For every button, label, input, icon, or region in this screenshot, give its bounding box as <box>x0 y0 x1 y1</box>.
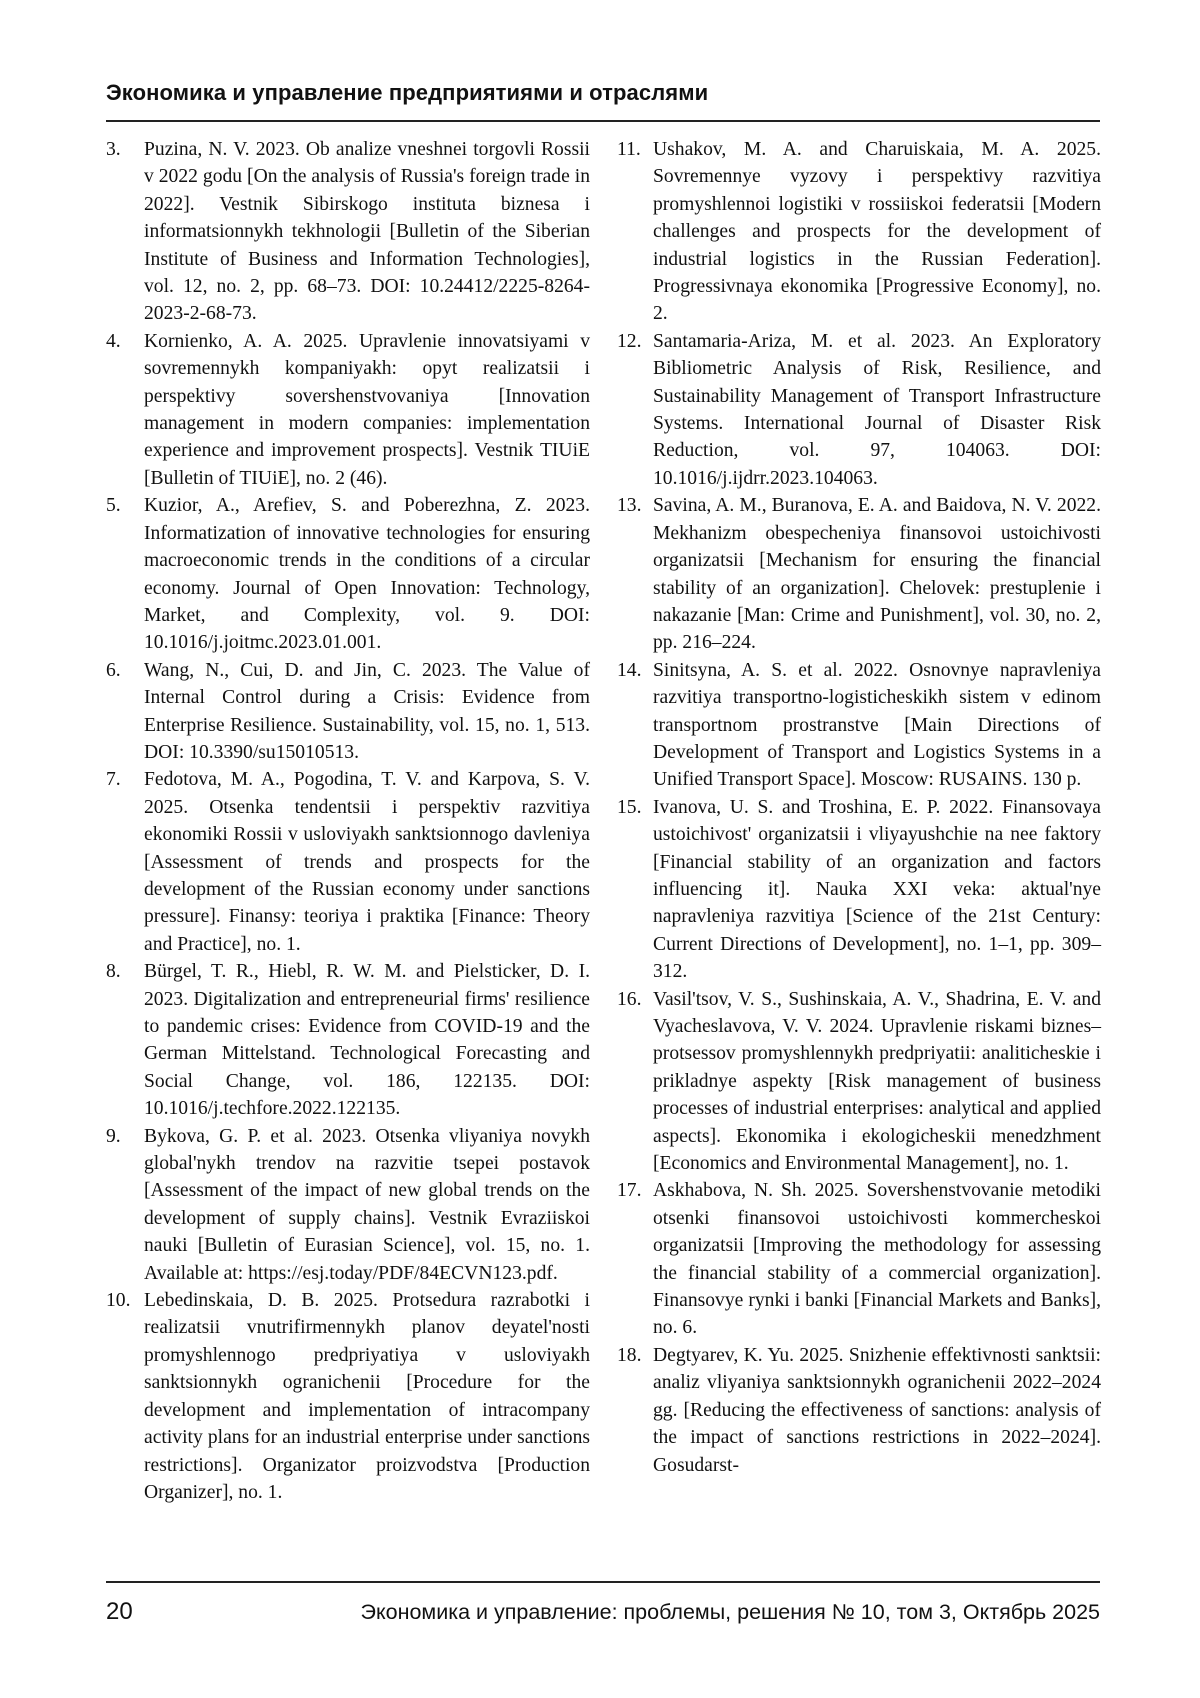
journal-footer: Экономика и управление: проблемы, решения № 10, том 3, Октябрь 2025 <box>360 1600 1100 1624</box>
reference-number: 13. <box>617 495 642 517</box>
running-header-title: Экономика и управление предприятиями и отраслями <box>106 80 709 105</box>
reference-text: Bykova, G. P. et al. 2023. Otsenka vliyaniya novykh global'nykh trendov na razvitie tsepei postavok [Assessment of the impact of new global trends on the development of supply chains]. Vestnik Evraziiskoi nauki [Bulletin of Eurasian Science], vol. 15, no. 1. Available at: https://esj.today/PDF/84ECVN123.pdf. <box>144 1125 590 1284</box>
reference-number: 11. <box>617 139 641 160</box>
reference-item <box>106 492 590 656</box>
reference-text: Ushakov, M. A. and Charuiskaia, M. A. 2025. Sovremennye vyzovy i perspektivy razvitiya promyshlennoi logistiki v rossiiskoi federatsii [Modern challenges and prospects for the development of industrial logistics in the Russian Federation]. Progressivnaya ekonomika [Progressive Economy], no. 2. <box>653 139 1101 325</box>
reference-number: 9. <box>106 1125 121 1147</box>
reference-number: 7. <box>106 769 121 791</box>
reference-item <box>106 1123 590 1287</box>
reference-item <box>106 328 590 492</box>
reference-item <box>617 986 1101 1178</box>
reference-item <box>617 1177 1101 1341</box>
reference-number: 18. <box>617 1344 642 1366</box>
reference-text: Degtyarev, K. Yu. 2025. Snizhenie effektivnosti sanktsii: analiz vliyaniya sanktsionnykh ogranichenii 2022–2024 gg. [Reducing the effectiveness of sanctions: analysis of the impact of sanctions restrictions in 2022–2024]. Gosudarst- <box>653 1344 1101 1476</box>
reference-text: Vasil'tsov, V. S., Sushinskaia, A. V., Shadrina, E. V. and Vyacheslavova, V. V. 2024. Upravlenie riskami biznes–protsessov promyshlennykh predpriyatii: analiticheskie i prikladnye aspekty [Risk management of business processes of industrial enterprises: analytical and applied aspects]. Ekonomika i ekologicheskii menedzhment [Economics and Environmental Management], no. 1. <box>653 988 1101 1175</box>
reference-text: Wang, N., Cui, D. and Jin, C. 2023. The Value of Internal Control during a Crisis: Evidence from Enterprise Resilience. Sustainability, vol. 15, no. 1, 513. DOI: 10.3390/su15010513. <box>144 659 590 763</box>
reference-number: 16. <box>617 988 642 1010</box>
reference-item <box>617 794 1101 986</box>
reference-number: 4. <box>106 330 121 352</box>
reference-text: Bürgel, T. R., Hiebl, R. W. M. and Pielsticker, D. I. 2023. Digitalization and entrepreneurial firms' resilience to pandemic crises: Evidence from COVID-19 and the German Mittelstand. Technological Forecasting and Social Change, vol. 186, 122135. DOI: 10.1016/j.techfore.2022.122135. <box>144 961 590 1120</box>
reference-number: 6. <box>106 659 121 681</box>
reference-number: 3. <box>106 139 121 160</box>
reference-item <box>617 492 1101 656</box>
reference-number: 14. <box>617 659 642 681</box>
reference-item <box>617 136 1101 328</box>
reference-item <box>617 657 1101 794</box>
reference-number: 17. <box>617 1180 642 1202</box>
reference-item <box>106 136 590 328</box>
reference-number: 8. <box>106 961 121 983</box>
reference-text: Kuzior, A., Arefiev, S. and Poberezhna, Z. 2023. Informatization of innovative technologies for ensuring macroeconomic trends in the conditions of a circular economy. Journal of Open Innovation: Technology, Market, and Complexity, vol. 9. DOI: 10.1016/j.joitmc.2023.01.001. <box>144 495 590 654</box>
reference-number: 12. <box>617 330 642 352</box>
reference-text: Savina, A. M., Buranova, E. A. and Baidova, N. V. 2022. Mekhanizm obespecheniya finansovoi ustoichivosti organizatsii [Mechanism for ensuring the financial stability of an organization]. Chelovek: prestuplenie i nakazanie [Man: Crime and Punishment], vol. 30, no. 2, pp. 216–224. <box>653 495 1101 654</box>
reference-text: Lebedinskaia, D. B. 2025. Protsedura razrabotki i realizatsii vnutrifirmennykh planov deyatel'nosti promyshlennogo predpriyatiya v usloviyakh sanktsionnykh ogranichenii [Procedure for the development and implementation of intracompany activity plans for an industrial enterprise under sanctions restrictions]. Organizator proizvodstva [Production Organizer], no. 1. <box>144 1290 590 1503</box>
reference-item <box>106 766 590 958</box>
reference-text: Ivanova, U. S. and Troshina, E. P. 2022. Finansovaya ustoichivost' organizatsii i vliyayushchie na nee faktory [Financial stability of an organization and factors influencing it]. Nauka XXI veka: aktual'nye napravleniya razvitiya [Science of the 21st Century: Current Directions of Development], no. 1–1, pp. 309–312. <box>653 796 1101 983</box>
reference-text: Askhabova, N. Sh. 2025. Sovershenstvovanie metodiki otsenki finansovoi ustoichivosti kommercheskoi organizatsii [Improving the methodology for assessing the financial stability of a commercial organization]. Finansovye rynki i banki [Financial Markets and Banks], no. 6. <box>653 1180 1101 1339</box>
reference-item <box>106 657 590 767</box>
references-column-right <box>617 136 1101 1479</box>
reference-text: Puzina, N. V. 2023. Ob analize vneshnei torgovli Rossii v 2022 godu [On the analysis of Russia's foreign trade in 2022]. Vestnik Sibirskogo instituta biznesa i informatsionnykh tekhnologii [Bulletin of the Siberian Institute of Business and Information Technologies], vol. 12, no. 2, pp. 68–73. DOI: 10.24412/2225-8264-2023-2-68-73. <box>144 139 590 325</box>
page-number: 20 <box>106 1598 133 1625</box>
reference-number: 15. <box>617 796 642 818</box>
reference-text: Fedotova, M. A., Pogodina, T. V. and Karpova, S. V. 2025. Otsenka tendentsii i perspektiv razvitiya ekonomiki Rossii v usloviyakh sanktsionnogo davleniya [Assessment of trends and prospects for the development of the Russian economy under sanctions pressure]. Finansy: teoriya i praktika [Finance: Theory and Practice], no. 1. <box>144 769 590 955</box>
reference-number: 5. <box>106 495 121 517</box>
reference-text: Sinitsyna, A. S. et al. 2022. Osnovnye napravleniya razvitiya transportno-logisticheskikh sistem v edinom transportnom prostranstve [Main Directions of Development of Transport and Logistics Systems in a Unified Transport Space]. Moscow: RUSAINS. 130 p. <box>653 659 1101 791</box>
reference-item <box>617 1342 1101 1479</box>
reference-number: 10. <box>106 1290 131 1312</box>
reference-item <box>106 958 590 1122</box>
reference-item <box>617 328 1101 492</box>
reference-text: Kornienko, A. A. 2025. Upravlenie innovatsiyami v sovremennykh kompaniyakh: opyt realizatsii i perspektivy sovershenstvovaniya [Innovation management in modern companies: implementation experience and improvement prospects]. Vestnik TIUiE [Bulletin of TIUiE], no. 2 (46). <box>144 330 590 489</box>
header-divider <box>106 120 1100 122</box>
footer-divider <box>106 1581 1100 1583</box>
references-column-left <box>106 136 590 1506</box>
reference-item <box>106 1287 590 1506</box>
reference-text: Santamaria-Ariza, M. et al. 2023. An Exploratory Bibliometric Analysis of Risk, Resilience, and Sustainability Management of Transport Infrastructure Systems. International Journal of Disaster Risk Reduction, vol. 97, 104063. DOI: 10.1016/j.ijdrr.2023.104063. <box>653 330 1101 489</box>
